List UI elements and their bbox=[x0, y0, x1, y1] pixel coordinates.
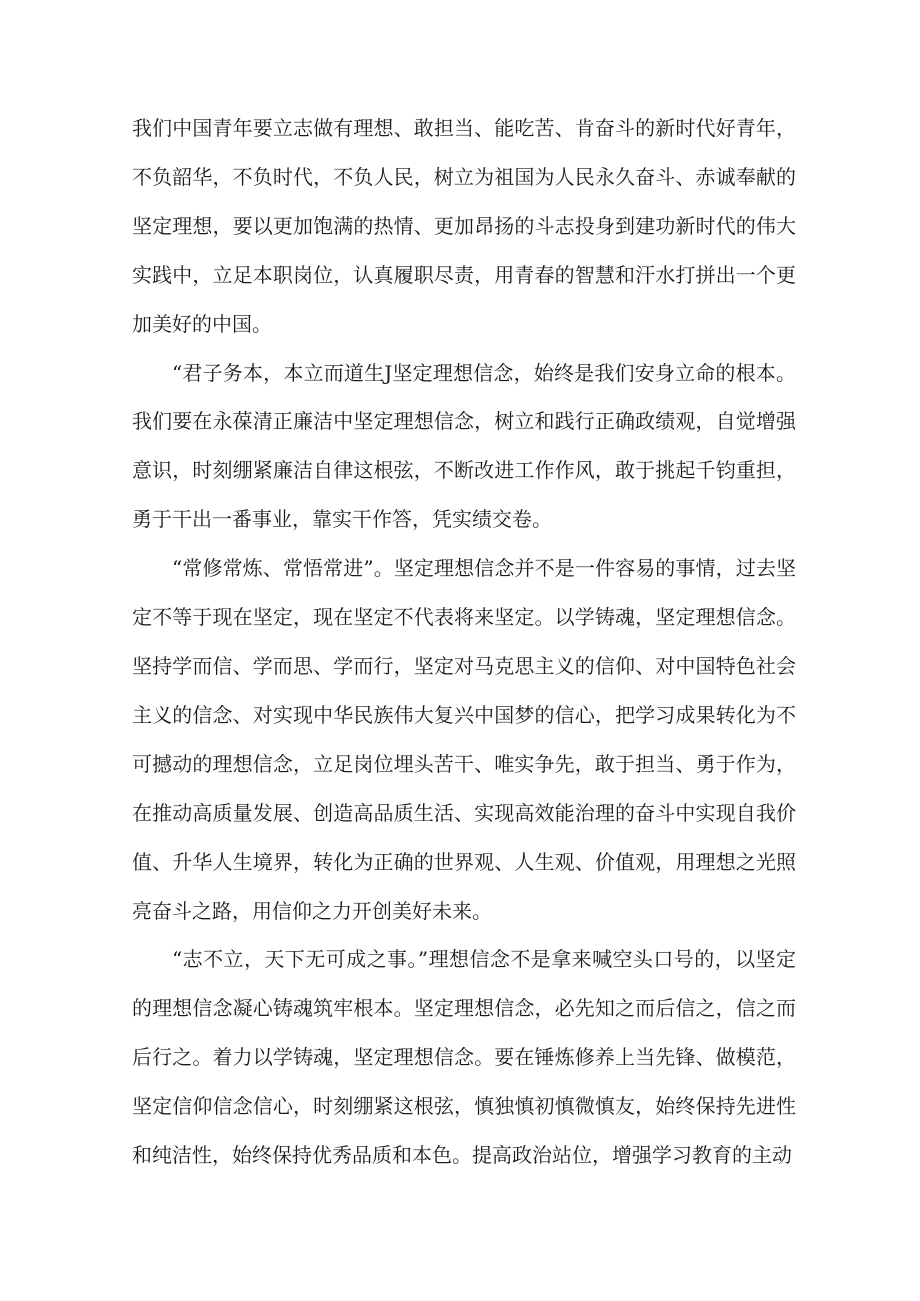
paragraph-3: “常修常炼、常悟常进”。坚定理想信念并不是一件容易的事情，过去坚定不等于现在坚定，现在坚定不代表将来坚定。以学铸魂，坚定理想信念。坚持学而信、学而思、学而行，坚定对马克思主义的信仰、对中国特色社会主义的信念、对实现中华民族伟大复兴中国梦的信心，把学习成果转化为不可撼动的理想信念，立足岗位埋头苦干、唯实争先，敢于担当、勇于作为，在推动高质量发展、创造高品质生活、实现高效能治理的奋斗中实现自我价值、升华人生境界，转化为正确的世界观、人生观、价值观，用理想之光照亮奋斗之路，用信仰之力开创美好未来。 bbox=[132, 556, 796, 923]
paragraph-4: “志不立，天下无可成之事。”理想信念不是拿来喊空头口号的，以坚定的理想信念凝心铸魂筑牢根本。坚定理想信念，必先知之而后信之，信之而后行之。着力以学铸魂，坚定理想信念。要在锤炼修养上当先锋、做模范，坚定信仰信念信心，时刻绷紧这根弦，慎独慎初慎微慎友，始终保持先进性和纯洁性，始终保持优秀品质和本色。提高政治站位，增强学习教育的主动 bbox=[132, 947, 796, 1168]
paragraph-1: 我们中国青年要立志做有理想、敢担当、能吃苦、肯奋斗的新时代好青年，不负韶华，不负时代，不负人民，树立为祖国为人民永久奋斗、赤诚奉献的坚定理想，要以更加饱满的热情、更加昂扬的斗志投身到建功新时代的伟大实践中，立足本职岗位，认真履职尽责，用青春的智慧和汗水打拼出一个更加美好的中国。 bbox=[132, 116, 796, 336]
paragraph-2: “君子务本，本立而道生J坚定理想信念，始终是我们安身立命的根本。我们要在永葆清正廉洁中坚定理想信念，树立和践行正确政绩观，自觉增强意识，时刻绷紧廉洁自律这根弦，不断改进工作作风，敢于挑起千钧重担，勇于干出一番事业，靠实干作答，凭实绩交卷。 bbox=[132, 360, 796, 532]
document-body bbox=[132, 104, 796, 1180]
